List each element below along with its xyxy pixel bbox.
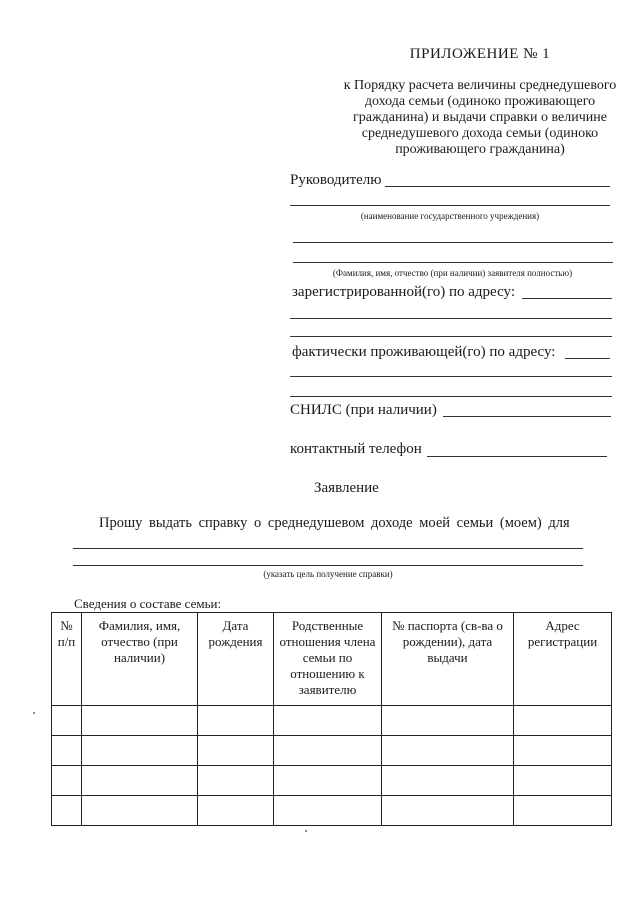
family-table-header-row <box>52 613 612 706</box>
table-row <box>52 796 612 826</box>
header-full-name: Фамилия, имя, отчество (при наличии) <box>82 613 198 706</box>
purpose-line-2[interactable] <box>73 565 583 566</box>
family-table-caption: Сведения о составе семьи: <box>74 596 222 611</box>
table-cell[interactable] <box>274 706 382 736</box>
table-cell[interactable] <box>514 766 612 796</box>
appendix-subtitle: к Порядку расчета величины среднедушевого дохода семьи (одиноко проживающего гражданина) и выдачи справки о величине среднедушевого дохода семьи (одиноко проживающего гражданина) <box>343 78 617 157</box>
header-passport: № паспорта (св-ва о рождении), дата выдачи <box>382 613 514 706</box>
header-birth-date: Дата рождения <box>198 613 274 706</box>
header-relationship: Родственные отношения члена семьи по отношению к заявителю <box>274 613 382 706</box>
table-cell[interactable] <box>514 736 612 766</box>
actual-address-line-2[interactable] <box>290 376 612 377</box>
scan-speck <box>305 830 307 832</box>
table-row <box>52 736 612 766</box>
table-cell[interactable] <box>198 736 274 766</box>
family-table <box>51 612 612 826</box>
table-cell[interactable] <box>382 766 514 796</box>
table-cell[interactable] <box>382 796 514 826</box>
table-cell[interactable] <box>198 706 274 736</box>
registered-address-label: зарегистрированной(го) по адресу: <box>292 284 516 300</box>
table-cell[interactable] <box>382 706 514 736</box>
scan-speck <box>33 712 35 714</box>
table-cell[interactable] <box>382 736 514 766</box>
table-cell[interactable] <box>82 766 198 796</box>
table-row <box>52 706 612 736</box>
table-cell[interactable] <box>514 706 612 736</box>
purpose-line-1[interactable] <box>73 548 583 549</box>
snils-label: СНИЛС (при наличии) <box>290 402 437 418</box>
statement-title: Заявление <box>314 480 379 496</box>
table-cell[interactable] <box>198 796 274 826</box>
table-cell[interactable] <box>52 796 82 826</box>
table-cell[interactable] <box>52 736 82 766</box>
actual-address-line-1[interactable] <box>565 358 610 359</box>
purpose-caption: (указать цель получение справки) <box>263 569 393 579</box>
header-number: № п/п <box>52 613 82 706</box>
table-cell[interactable] <box>82 736 198 766</box>
table-cell[interactable] <box>274 736 382 766</box>
table-cell[interactable] <box>82 796 198 826</box>
statement-text: Прошу выдать справку о среднедушевом доходе моей семьи (моем) для <box>99 515 570 531</box>
table-row <box>52 766 612 796</box>
snils-line[interactable] <box>443 416 611 417</box>
table-cell[interactable] <box>274 766 382 796</box>
table-cell[interactable] <box>274 796 382 826</box>
applicant-name-line-2[interactable] <box>293 262 613 263</box>
table-cell[interactable] <box>82 706 198 736</box>
applicant-name-line-1[interactable] <box>293 242 613 243</box>
appendix-title: ПРИЛОЖЕНИЕ № 1 <box>409 46 551 62</box>
table-cell[interactable] <box>198 766 274 796</box>
institution-line[interactable] <box>290 205 610 206</box>
applicant-caption: (Фамилия, имя, отчество (при наличии) заявителя полностью) <box>332 268 573 278</box>
table-cell[interactable] <box>52 766 82 796</box>
head-name-line[interactable] <box>385 186 610 187</box>
head-label: Руководителю <box>290 172 382 188</box>
actual-address-label: фактически проживающей(го) по адресу: <box>292 344 556 360</box>
header-address: Адрес регистрации <box>514 613 612 706</box>
institution-caption: (наименование государственного учреждения) <box>360 211 540 221</box>
registered-address-line-1[interactable] <box>522 298 612 299</box>
phone-line[interactable] <box>427 456 607 457</box>
actual-address-line-3[interactable] <box>290 396 612 397</box>
registered-address-line-3[interactable] <box>290 336 612 337</box>
registered-address-line-2[interactable] <box>290 318 612 319</box>
table-cell[interactable] <box>52 706 82 736</box>
table-cell[interactable] <box>514 796 612 826</box>
phone-label: контактный телефон <box>290 441 422 457</box>
